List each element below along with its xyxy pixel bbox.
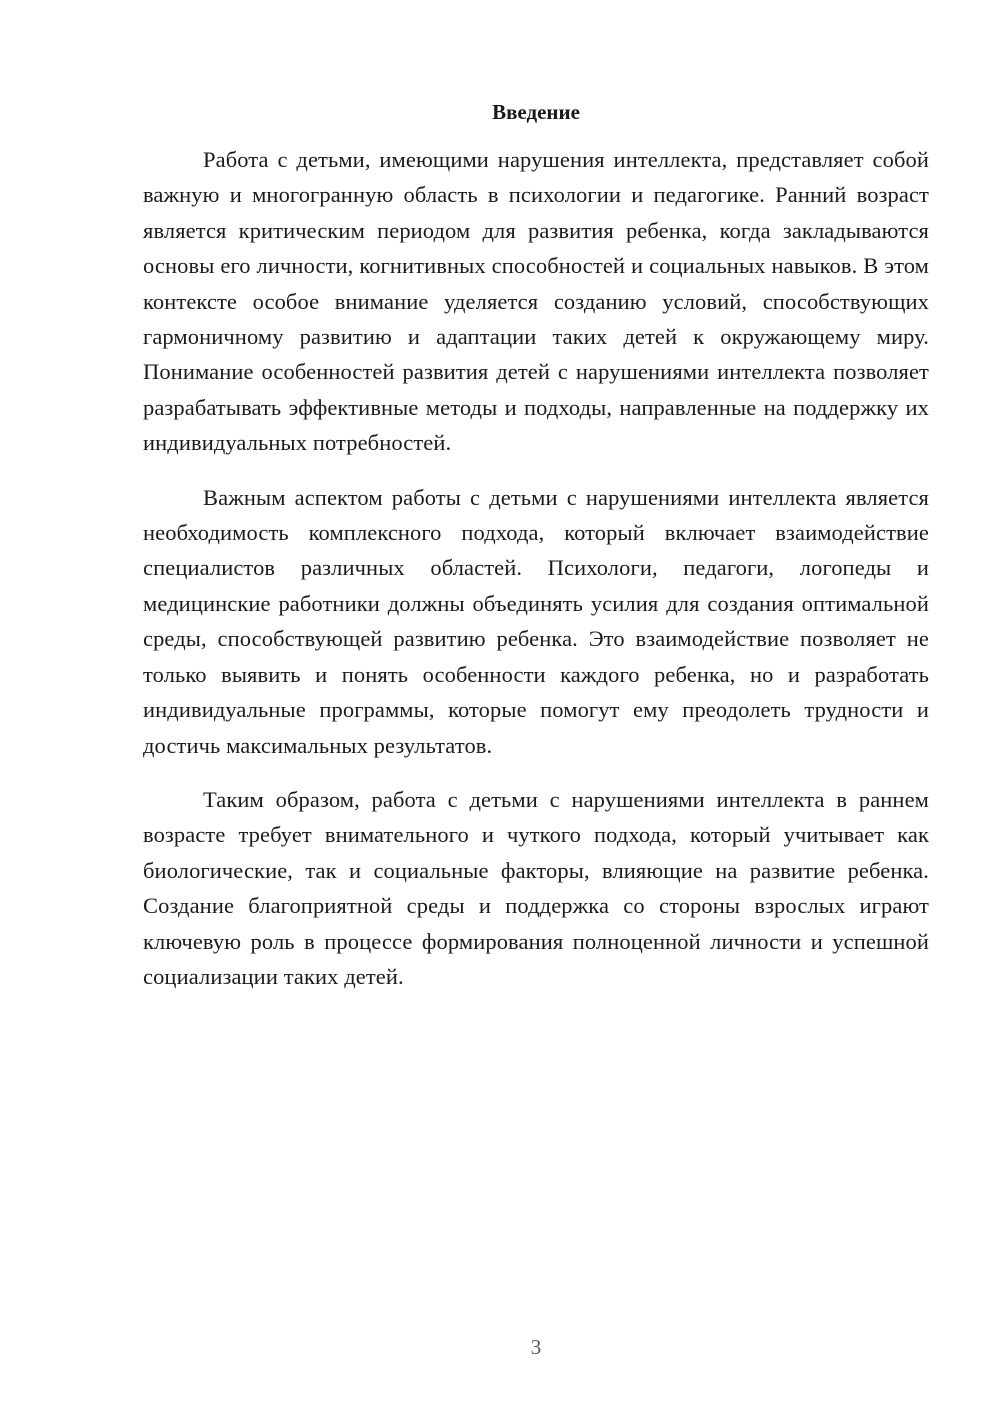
section-title: Введение bbox=[492, 100, 580, 124]
page-number: 3 bbox=[530, 1335, 542, 1359]
paragraph-2: Важным аспектом работы с детьми с нарушениями интеллекта является необходимость комплексного подхода, который включает взаимодействие специалистов различных областей. Психологи, педагоги, логопеды и медицинские работники должны объединять усилия для создания оптимальной среды, способствующей развитию ребенка. Это взаимодействие позволяет не только выявить и понять особенности каждого ребенка, но и разработать индивидуальные программы, которые помогут ему преодолеть трудности и достичь максимальных результатов. bbox=[143, 484, 929, 758]
body-text bbox=[143, 142, 929, 994]
paragraph-1: Работа с детьми, имеющими нарушения интеллекта, представляет собой важную и многогранную область в психологии и педагогике. Ранний возраст является критическим периодом для развития ребенка, когда закладываются основы его личности, когнитивных способностей и социальных навыков. В этом контексте особое внимание уделяется созданию условий, способствующих гармоничному развитию и адаптации таких детей к окружающему миру. Понимание особенностей развития детей с нарушениями интеллекта позволяет разрабатывать эффективные методы и подходы, направленные на поддержку их индивидуальных потребностей. bbox=[143, 147, 929, 456]
paragraph-3: Таким образом, работа с детьми с нарушениями интеллекта в раннем возрасте требует внимательного и чуткого подхода, который учитывает как биологические, так и социальные факторы, влияющие на развитие ребенка. Создание благоприятной среды и поддержка со стороны взрослых играют ключевую роль в процессе формирования полноценной личности и успешной социализации таких детей. bbox=[143, 786, 929, 989]
